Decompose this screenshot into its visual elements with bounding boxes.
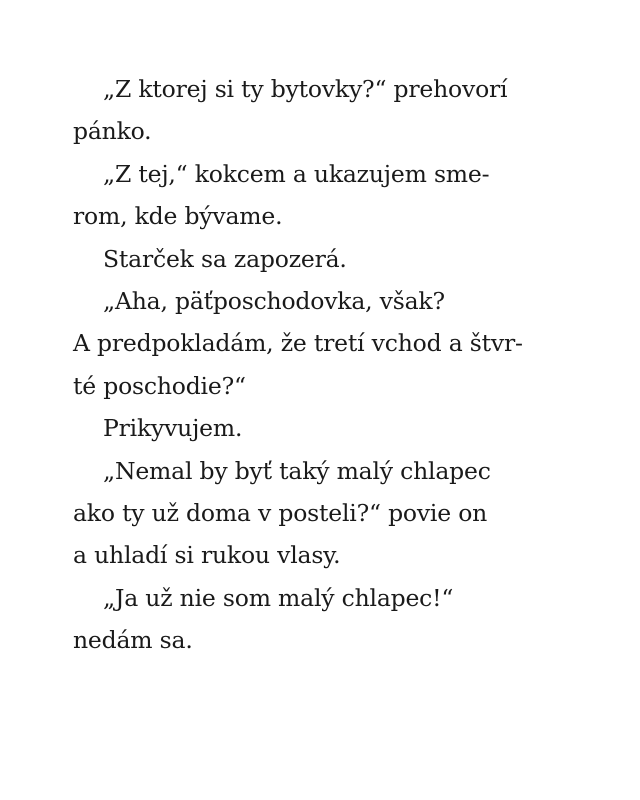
text-line: ako ty už doma v posteli?“ povie on: [73, 498, 488, 527]
text-line: A predpokladám, že tretí vchod a štvr-: [73, 329, 523, 358]
text-line: „Z tej,“ kokcem a ukazujem sme-: [103, 159, 490, 188]
text-line: nedám sa.: [73, 626, 193, 655]
text-line: rom, kde bývame.: [73, 202, 283, 231]
text-line: pánko.: [73, 117, 152, 146]
text-line: „Aha, päťposchodovka, však?: [103, 286, 445, 315]
text-line: Prikyvujem.: [103, 414, 243, 443]
book-page-text: [73, 68, 593, 661]
text-line: té poschodie?“: [73, 371, 246, 400]
text-line: „Ja už nie som malý chlapec!“: [103, 583, 454, 612]
text-line: a uhladí si rukou vlasy.: [73, 541, 341, 570]
text-line: Starček sa zapozerá.: [103, 244, 347, 273]
text-line: „Nemal by byť taký malý chlapec: [103, 456, 491, 485]
text-line: „Z ktorej si ty bytovky?“ prehovorí: [103, 75, 508, 103]
